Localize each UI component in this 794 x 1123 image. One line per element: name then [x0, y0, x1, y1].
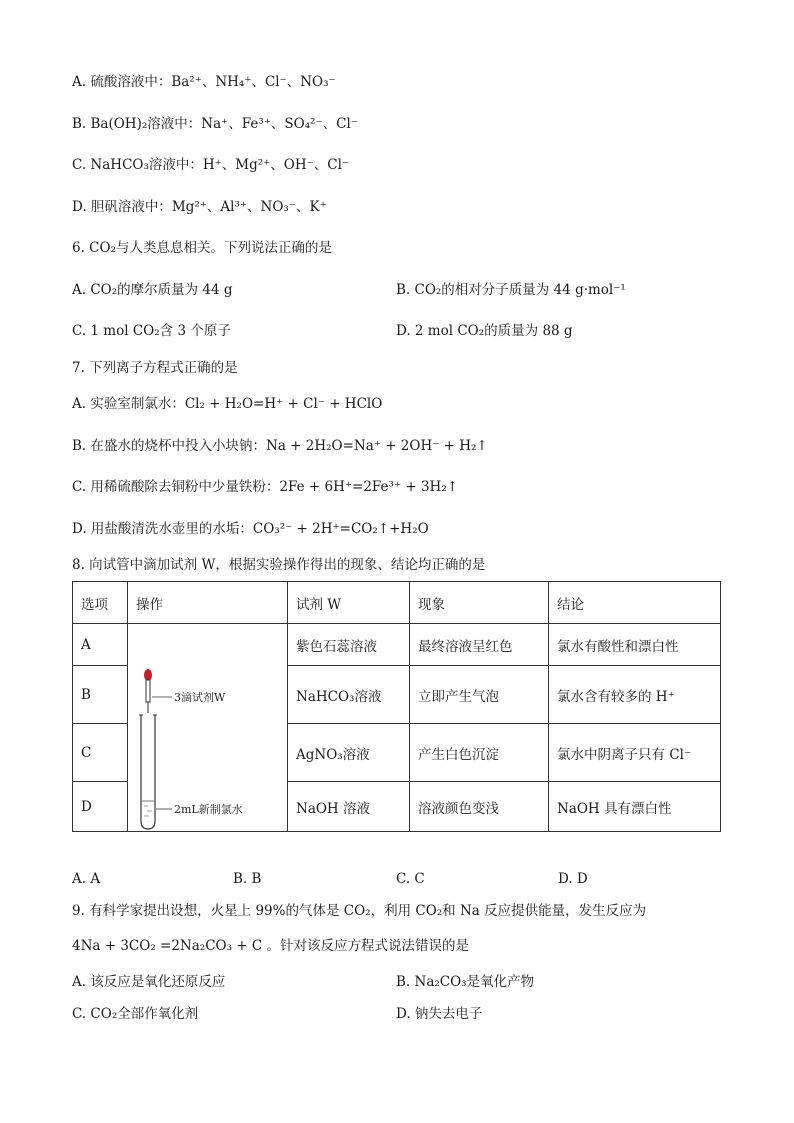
row-phenomenon: 立即产生气泡 [410, 666, 549, 724]
q9-option-a: A. 该反应是氧化还原反应 [72, 974, 226, 990]
tube-label: 2mL新制氯水 [174, 802, 243, 816]
test-tube-figure [128, 625, 286, 831]
q6-option-b: B. CO₂的相对分子质量为 44 g·mol⁻¹ [396, 282, 626, 298]
header-operation: 操作 [128, 582, 288, 624]
q5-option-b: B. Ba(OH)₂溶液中：Na⁺、Fe³⁺、SO₄²⁻、Cl⁻ [72, 116, 358, 132]
header-option: 选项 [73, 582, 128, 624]
q7-stem: 7. 下列离子方程式正确的是 [72, 360, 238, 376]
row-reagent: NaHCO₃溶液 [288, 666, 410, 724]
q7-option-a: A. 实验室制氯水：Cl₂ + H₂O=H⁺ + Cl⁻ + HClO [72, 396, 383, 412]
row-reagent: 紫色石蕊溶液 [288, 624, 410, 666]
q6-option-d: D. 2 mol CO₂的质量为 88 g [396, 323, 573, 339]
q6-option-c: C. 1 mol CO₂含 3 个原子 [72, 323, 231, 339]
q9-option-d: D. 钠失去电子 [396, 1006, 483, 1022]
q5-option-d: D. 胆矾溶液中：Mg²⁺、Al³⁺、NO₃⁻、K⁺ [72, 199, 327, 215]
q8-answer-d: D. D [558, 871, 588, 887]
row-option: C [73, 724, 128, 782]
q8-table [72, 581, 721, 832]
row-reagent: NaOH 溶液 [288, 782, 410, 832]
dropper-stem [146, 680, 150, 702]
table-row [73, 624, 721, 666]
q6-stem: 6. CO₂与人类息息相关。下列说法正确的是 [72, 240, 332, 256]
header-conclusion: 结论 [549, 582, 721, 624]
test-tube [141, 715, 155, 829]
header-phenomenon: 现象 [410, 582, 549, 624]
q9-equation: 4Na + 3CO₂ =2Na₂CO₃ + C 。针对该反应方程式说法错误的是 [72, 938, 470, 954]
q9-option-b: B. Na₂CO₃是氧化产物 [396, 974, 535, 990]
q9-stem: 9. 有科学家提出设想，火星上 99%的气体是 CO₂，利用 CO₂和 Na 反应提供能量，发生反应为 [72, 903, 647, 919]
row-option: D [73, 782, 128, 832]
row-phenomenon: 溶液颜色变浅 [410, 782, 549, 832]
row-conclusion: 氯水含有较多的 H⁺ [549, 666, 721, 724]
q7-option-c: C. 用稀硫酸除去铜粉中少量铁粉：2Fe + 6H⁺=2Fe³⁺ + 3H₂↑ [72, 479, 459, 495]
operation-figure-cell [128, 624, 288, 832]
row-reagent: AgNO₃溶液 [288, 724, 410, 782]
row-option: B [73, 666, 128, 724]
q5-option-a: A. 硫酸溶液中：Ba²⁺、NH₄⁺、Cl⁻、NO₃⁻ [72, 74, 336, 90]
row-conclusion: NaOH 具有漂白性 [549, 782, 721, 832]
row-conclusion: 氯水有酸性和漂白性 [549, 624, 721, 666]
q5-option-c: C. NaHCO₃溶液中：H⁺、Mg²⁺、OH⁻、Cl⁻ [72, 157, 350, 173]
q8-stem: 8. 向试管中滴加试剂 W，根据实验操作得出的现象、结论均正确的是 [72, 557, 486, 573]
q8-answer-c: C. C [396, 871, 425, 887]
row-phenomenon: 产生白色沉淀 [410, 724, 549, 782]
q7-option-b: B. 在盛水的烧杯中投入小块钠：Na + 2H₂O=Na⁺ + 2OH⁻ + H₂↑ [72, 438, 488, 454]
q8-answer-b: B. B [233, 871, 262, 887]
q8-answer-a: A. A [72, 871, 101, 887]
q6-option-a: A. CO₂的摩尔质量为 44 g [72, 282, 233, 298]
row-conclusion: 氯水中阴离子只有 Cl⁻ [549, 724, 721, 782]
header-reagent: 试剂 W [288, 582, 410, 624]
table-header-row [73, 582, 721, 624]
row-option: A [73, 624, 128, 666]
q9-option-c: C. CO₂全部作氧化剂 [72, 1006, 199, 1022]
dropper-label: 3滴试剂W [174, 690, 226, 704]
row-phenomenon: 最终溶液呈红色 [410, 624, 549, 666]
dropper-bulb [144, 669, 152, 681]
q7-option-d: D. 用盐酸清洗水壶里的水垢：CO₃²⁻ + 2H⁺=CO₂↑+H₂O [72, 521, 429, 537]
